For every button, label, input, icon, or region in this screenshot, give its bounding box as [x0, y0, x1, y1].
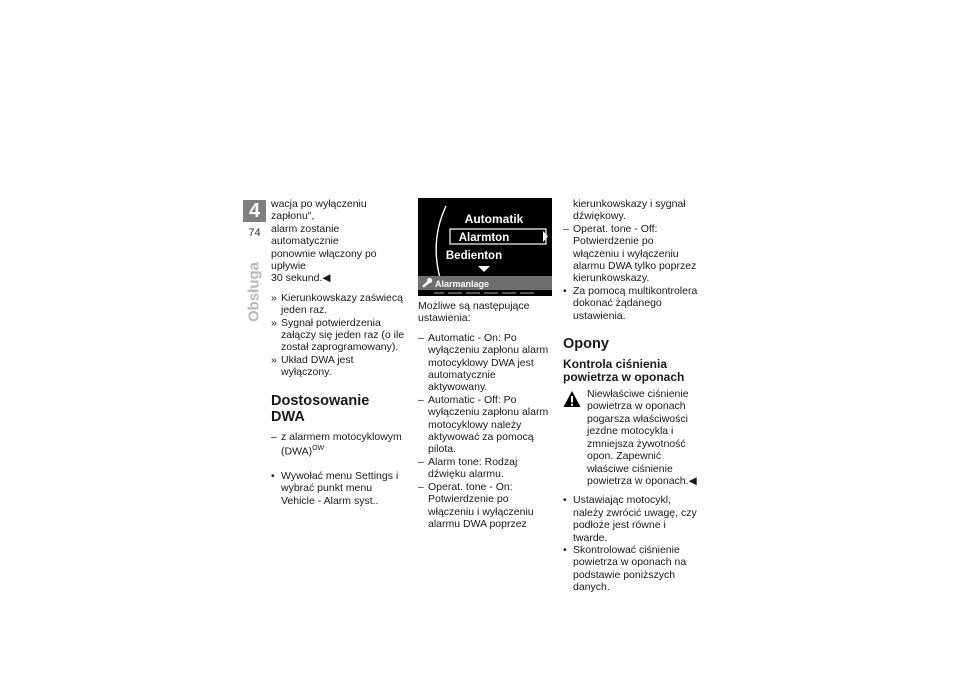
section-heading: Opony [563, 336, 609, 353]
result-text: Sygnał potwierdzenia załączy się jeden raz (o ile został zaprogramowany). [281, 316, 405, 354]
subsection-heading: Kontrola ciśnienia powietrza w oponach [563, 357, 685, 385]
warning-triangle-icon [563, 390, 581, 408]
step-marker: • [563, 543, 567, 556]
section-heading: Dostosowanie DWA [271, 392, 370, 425]
option-text: Operat. tone - On: Potwierdzenie po włączeniu i wyłączeniu alarmu DWA poprzez [428, 480, 534, 530]
result-item [271, 292, 407, 317]
condition-sup: OW [312, 445, 325, 453]
option-text: Alarm tone: Rodzaj dźwięku alarmu. [428, 455, 518, 481]
options-intro: Możliwe są następujące ustawienia: [418, 300, 530, 325]
result-marker: » [271, 291, 277, 304]
section-label [234, 252, 274, 332]
option-text: Operat. tone - Off: Potwierdzenie po włączeniu i wyłączeniu alarmu DWA tylko poprzez kierunkowskazy. [573, 222, 697, 285]
option-marker: – [418, 480, 424, 493]
intro-line [271, 272, 407, 284]
column-2 [418, 300, 552, 530]
display-screenshot [418, 198, 552, 296]
chapter-number: 4 [243, 200, 266, 222]
step-text: Za pomocą multikontrolera dokonać żądanego ustawienia. [573, 284, 698, 322]
option-item [418, 332, 552, 394]
intro-text: 30 sekund. [271, 272, 323, 285]
intro-line: wacja po wyłączeniu zapłonu", [271, 198, 367, 223]
menu-item-bedienton: Bedienton [445, 250, 503, 262]
end-mark-icon: ◀ [322, 272, 331, 285]
menu-item-automatik: Automatik [464, 212, 524, 226]
section-name: Obsługa [245, 261, 263, 323]
page-number: 74 [248, 227, 261, 239]
option-text: Automatic - Off: Po wyłączeniu zapłonu alarm motocyklowy należy aktywować za pomocą pilota. [428, 393, 549, 456]
option-item [563, 223, 701, 285]
step-marker: • [563, 284, 567, 297]
footer-label: Alarmanlage [435, 279, 490, 289]
option-item [418, 481, 552, 531]
step-item [271, 470, 407, 507]
step-item [563, 494, 701, 544]
display-graphic [418, 198, 552, 296]
step-text: Wywołać menu Settings i wybrać punkt menu Vehicle - Alarm syst.. [281, 470, 399, 507]
step-text: Ustawiając motocykl, należy zwrócić uwagę, czy podłoże jest równe i twarde. [573, 494, 697, 544]
result-marker: » [271, 353, 277, 366]
result-text: Kierunkowskazy zaświecą jeden raz. [281, 291, 403, 317]
column-3 [563, 198, 701, 594]
step-marker: • [271, 470, 275, 482]
option-item [418, 456, 552, 481]
end-mark-icon: ◀ [688, 474, 697, 487]
option-text: Automatic - On: Po wyłączeniu zapłonu alarm motocyklowy DWA jest automatycznie aktywowany. [428, 331, 549, 394]
option-marker: – [418, 455, 424, 468]
option-marker: – [418, 331, 424, 344]
result-item [271, 354, 407, 379]
option-marker: – [418, 393, 424, 406]
result-item [271, 317, 407, 354]
step-text: Skontrolować ciśnienie powietrza w oponach na podstawie poniższych danych. [573, 543, 687, 594]
warning-text-body: Niewłaściwe ciśnienie powietrza w oponach pogarsza właściwości jezdne motocykla i zmniejsza żywotność opon. Zapewnić właściwe ciśnienie powietrza w oponach. [587, 388, 689, 487]
step-item [563, 544, 701, 594]
condition-item [271, 431, 407, 458]
condition-marker: – [271, 430, 277, 443]
column-1 [271, 198, 407, 507]
intro-line: alarm zostanie automatycznie [271, 222, 340, 248]
step-item [563, 285, 701, 322]
continued-text: kierunkowskazy i sygnał dźwiękowy. [573, 198, 686, 223]
condition-text: z alarmem motocyklowym (DWA) [281, 430, 402, 458]
warning-text [563, 388, 701, 487]
menu-item-alarmton: Alarmton [458, 232, 510, 244]
result-text: Układ DWA jest wyłączony. [281, 353, 354, 379]
result-marker: » [271, 316, 277, 329]
option-marker: – [563, 222, 569, 235]
intro-line: ponownie włączony po upływie [271, 247, 377, 273]
option-item [418, 394, 552, 456]
step-marker: • [563, 494, 567, 507]
warning-block [563, 388, 701, 487]
